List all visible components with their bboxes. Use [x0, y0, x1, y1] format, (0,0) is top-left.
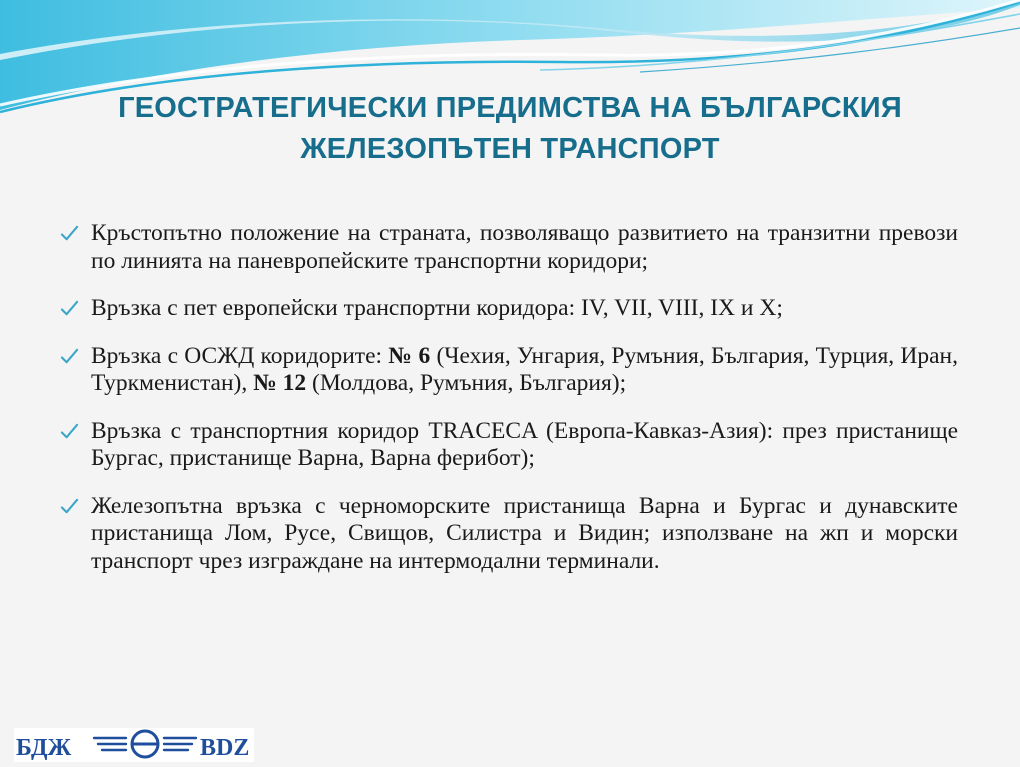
bullet-item: [60, 220, 958, 275]
slide-title: [40, 88, 980, 170]
bullet-text: Кръстопътно положение на страната, позволяващо развитието на транзитни превози по линията на паневропейските транспортни коридори;: [91, 220, 958, 274]
bdz-logo: [14, 728, 254, 762]
bullet-text: Железопътна връзка с черноморските пристанища Варна и Бургас и дунавските пристанища Лом, Русе, Свищов, Силистра и Видин; използване на жп и морски транспорт чрез изграждане на интермодални терминали.: [91, 492, 958, 574]
check-icon: [60, 224, 79, 243]
bdz-logo-graphic: [14, 728, 254, 762]
bullet-list: [60, 220, 958, 595]
bullet-text-part: (Молдова, Румъния, България);: [306, 370, 627, 396]
svg-text:БДЖ: БДЖ: [16, 735, 72, 761]
bullet-item: [60, 343, 958, 398]
bullet-text-part: (Чехия, Унгария, Румъния, България, Турция, Иран, Туркменистан),: [91, 342, 958, 396]
check-icon: [60, 422, 79, 441]
corridor-number-12: № 12: [253, 370, 307, 396]
bullet-item: [60, 295, 958, 323]
bullet-text: Връзка с пет европейски транспортни коридора: IV, VII, VIII, IX и X;: [91, 295, 783, 321]
check-icon: [60, 299, 79, 318]
corridor-number-6: № 6: [388, 342, 431, 369]
slide-title-line-2: ЖЕЛЕЗОПЪТЕН ТРАНСПОРТ: [300, 133, 720, 165]
bullet-text: [91, 343, 958, 398]
svg-text:BDZ: BDZ: [200, 735, 250, 761]
bullet-text: Връзка с транспортния коридор TRACECA (Европа-Кавказ-Азия): през пристанище Бургас, пристанище Варна, Варна ферибот);: [91, 417, 958, 471]
bullet-text-part: Връзка с ОСЖД коридорите:: [91, 342, 389, 369]
check-icon: [60, 347, 79, 366]
bullet-item: [60, 493, 958, 576]
slide-title-line-1: ГЕОСТРАТЕГИЧЕСКИ ПРЕДИМСТВА НА БЪЛГАРСКИЯ: [118, 92, 902, 124]
bullet-item: [60, 418, 958, 473]
check-icon: [60, 497, 79, 516]
